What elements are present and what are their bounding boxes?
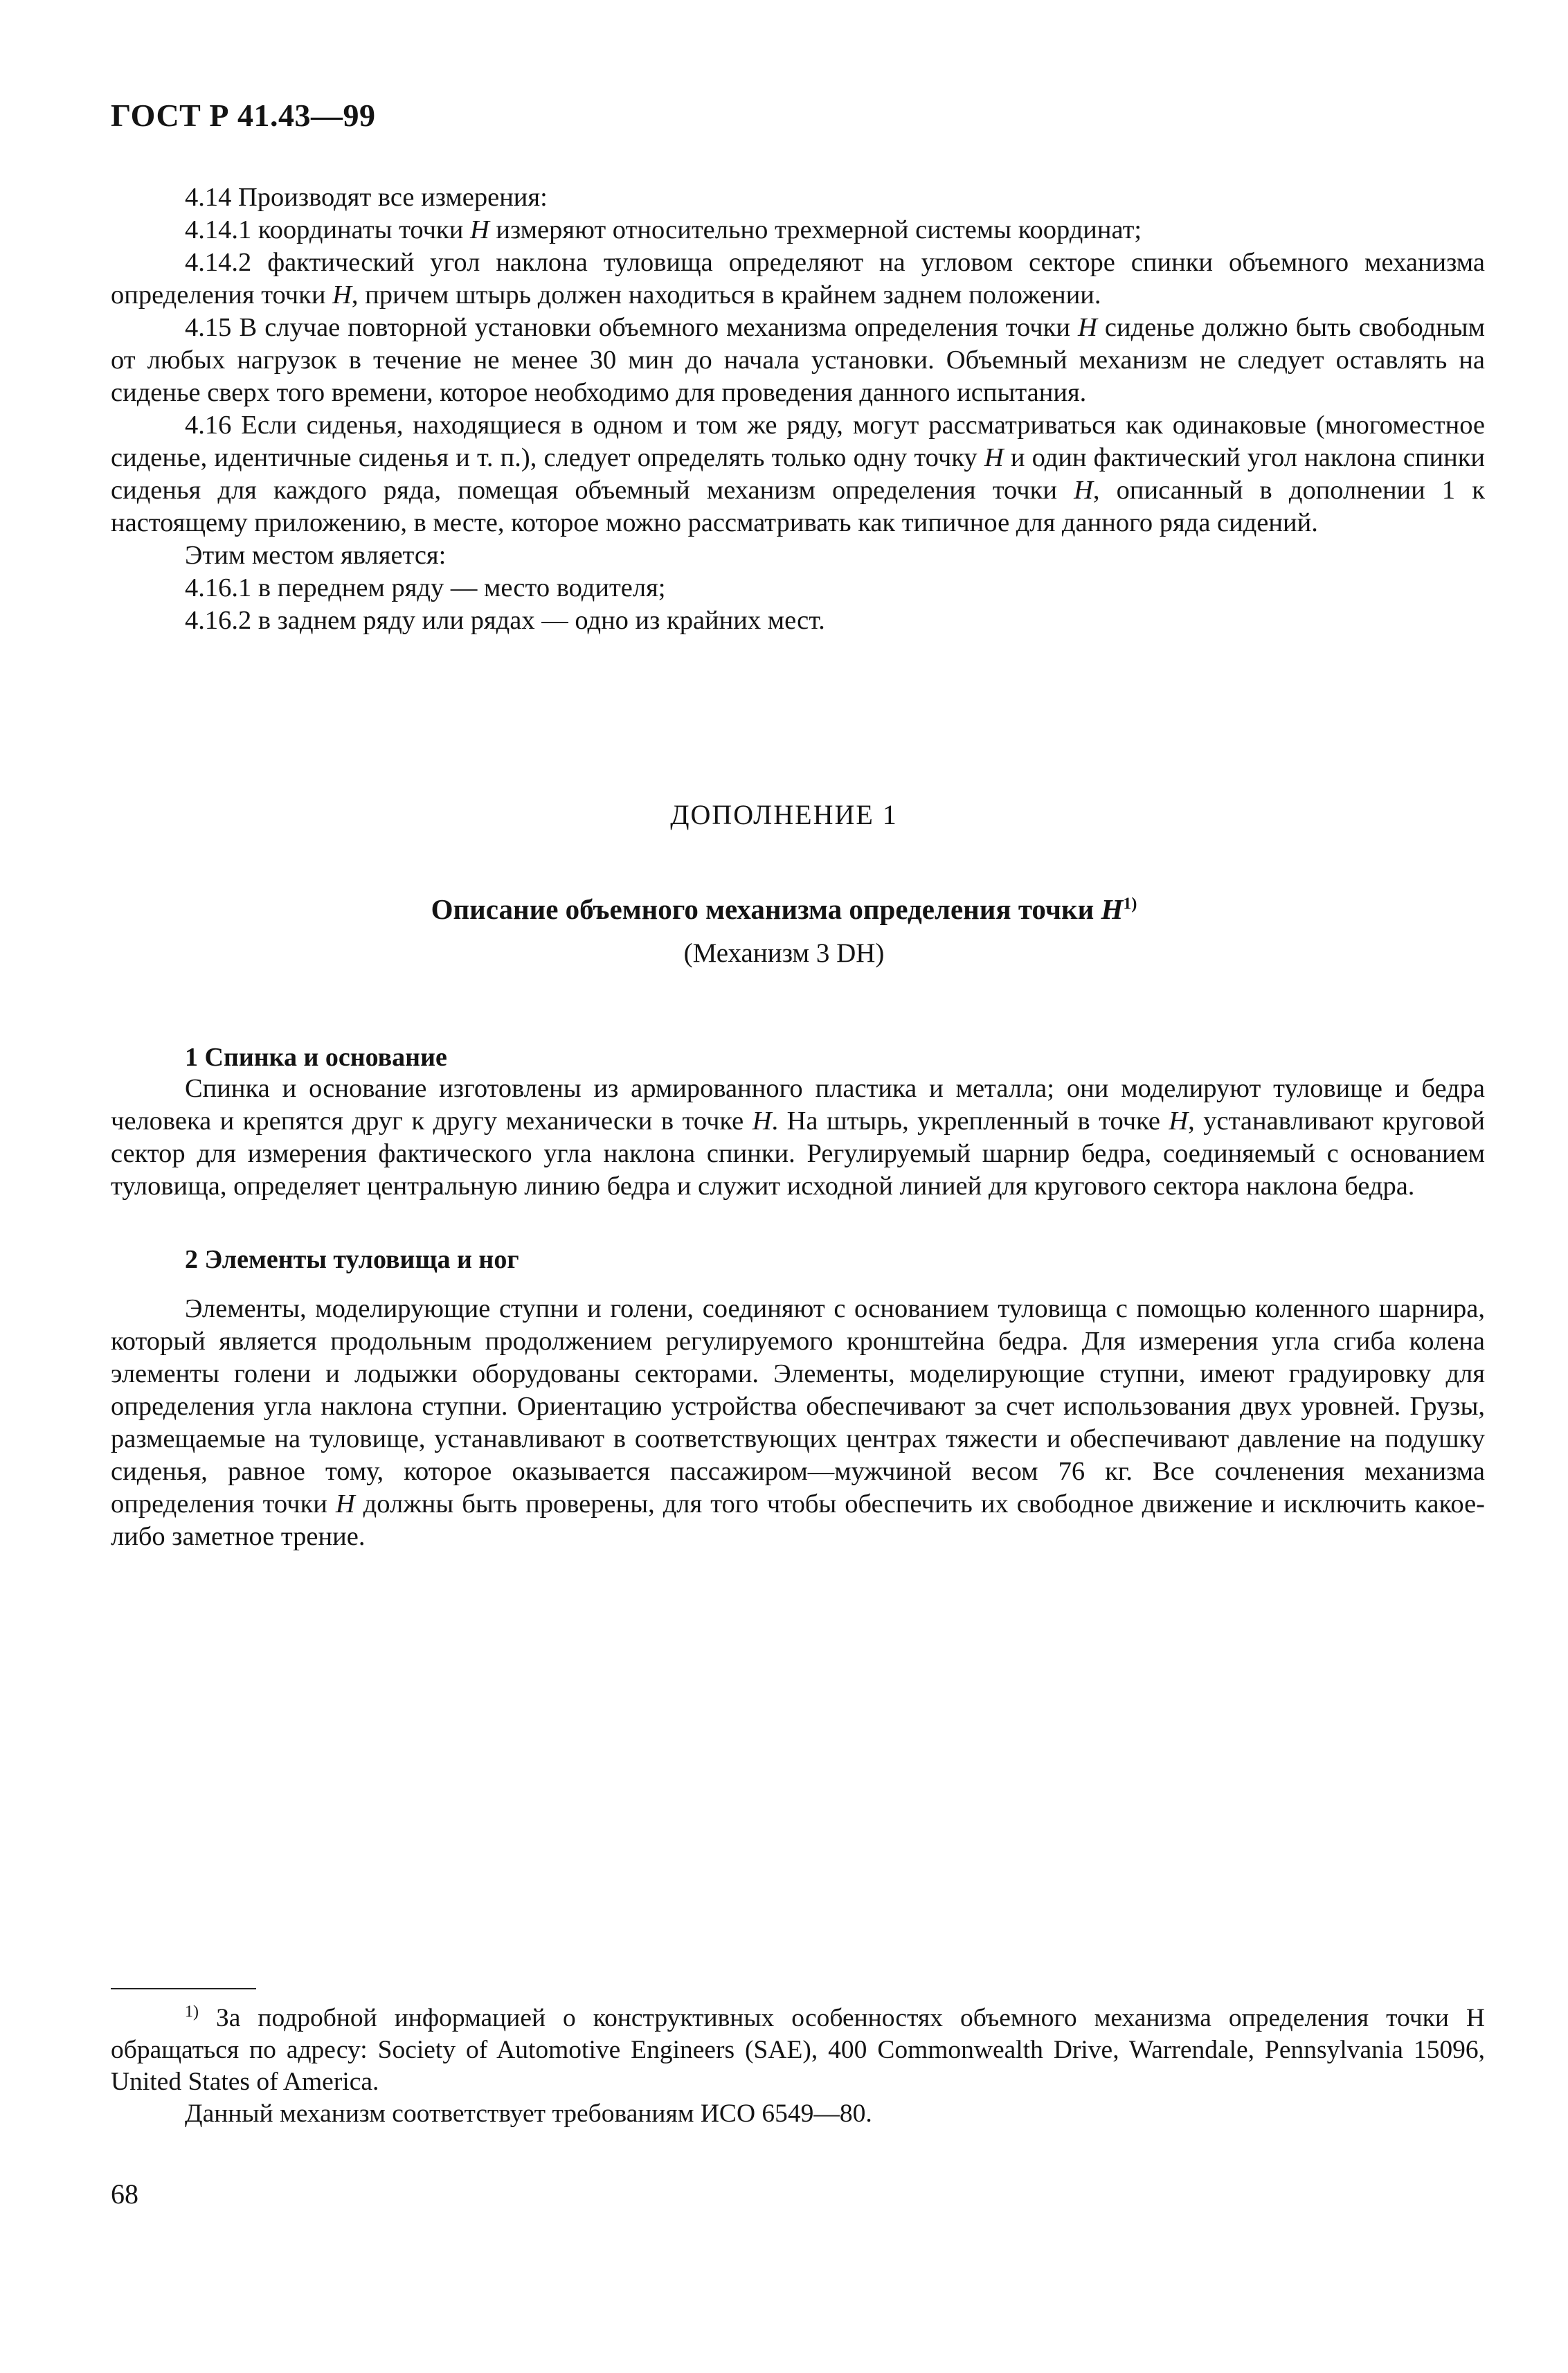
page-number: 68	[111, 2178, 138, 2210]
clause-4-14: 4.14 Производят все измерения:	[185, 183, 548, 212]
footnote-reference: 1)	[1123, 895, 1137, 913]
h-point-symbol: H	[1101, 893, 1124, 925]
section-1-heading: 1 Спинка и основание	[185, 1043, 447, 1072]
clause-4-15: 4.15 В случае повторной установки объемного механизма определения точки H сиденье должно быть свободным от любых нагрузок в течение не менее 30 мин до начала установки. Объемный механизм не следует оставлять на сиденье сверх того времени, которое необходимо для проведения данного испытания.	[111, 313, 1486, 407]
clause-4-14-2: 4.14.2 фактический угол наклона туловища определяют на угловом секторе спинки объемного механизма определения точки H, причем штырь должен находиться в крайнем заднем положении.	[111, 248, 1485, 310]
section-1-body	[111, 1073, 1485, 1203]
appendix-title: ДОПОЛНЕНИЕ 1	[670, 799, 898, 830]
footnote-paragraph	[111, 2003, 1485, 2098]
section-1-paragraph: Спинка и основание изготовлены из армированного пластика и металла; они моделируют туловище и бедра человека и крепятся друг к другу механически в точке H. На штырь, укрепленный в точке H, устанавливают круговой сектор для измерения фактического угла наклона спинки. Регулируемый шарнир бедра, соединяемый с основанием туловища, определяет центральную линию бедра и служит исходной линией для кругового сектора наклона бедра.	[111, 1074, 1485, 1201]
section-2-body	[111, 1293, 1485, 1553]
clause-4-16: 4.16 Если сиденья, находящиеся в одном и том же ряду, могут рассматриваться как одинаковые (многоместное сиденье, идентичные сиденья и т. п.), следует определять только одну точку H и один фактический угол наклона спинки сиденья для каждого ряда, помещая объемный механизм определения точки H, описанный в дополнении 1 к настоящему приложению, в месте, которое можно рассматривать как типичное для данного ряда сидений.	[111, 411, 1486, 537]
appendix-note: (Механизм 3 DH)	[683, 938, 885, 968]
clause-4-16-intro: Этим местом является:	[185, 541, 447, 570]
clause-4-16-1: 4.16.1 в переднем ряду — место водителя;	[185, 573, 666, 602]
footnote-compliance: Данный механизм соответствует требованиям ИСО 6549—80.	[185, 2099, 872, 2128]
document-code: ГОСТ Р 41.43—99	[111, 98, 376, 133]
appendix-subtitle	[0, 893, 1568, 926]
footnote-separator	[111, 1988, 256, 1989]
footnote-block	[111, 2003, 1485, 2130]
clause-4-16-2: 4.16.2 в заднем ряду или рядах — одно из крайних мест.	[185, 606, 825, 635]
footnote-text: За подробной информацией о конструктивных особенностях объемного механизма определения точки H обращаться по адресу: Society of Automotive Engineers (SAE), 400 Commonwealth Drive, Warrendale, Pennsylvania 15096, United States of America.	[111, 2004, 1486, 2096]
section-2-paragraph: Элементы, моделирующие ступни и голени, соединяют с основанием туловища с помощью коленного шарнира, который является продольным продолжением регулируемого кронштейна бедра. Для измерения угла сгиба колена элементы голени и лодыжки оборудованы секторами. Элементы, моделирующие ступни, имеют градуировку для определения угла наклона ступни. Ориентацию устройства обеспечивают за счет использования двух уровней. Грузы, размещаемые на туловище, устанавливают в соответствующих центрах тяжести и обеспечивают давление на подушку сиденья, равное тому, которое оказывается пассажиром—мужчиной весом 76 кг. Все сочленения механизма определения точки H должны быть проверены, для того чтобы обеспечить их свободное движение и исключить какое-либо заметное трение.	[111, 1294, 1485, 1551]
clause-4-14-1: 4.14.1 координаты точки H измеряют относительно трехмерной системы координат;	[185, 215, 1142, 244]
appendix-subtitle-text: Описание объемного механизма определения точки	[431, 893, 1094, 925]
clauses-4-14-to-4-16	[111, 181, 1485, 637]
footnote-mark: 1)	[185, 2003, 199, 2021]
section-2-heading: 2 Элементы туловища и ног	[185, 1245, 519, 1274]
